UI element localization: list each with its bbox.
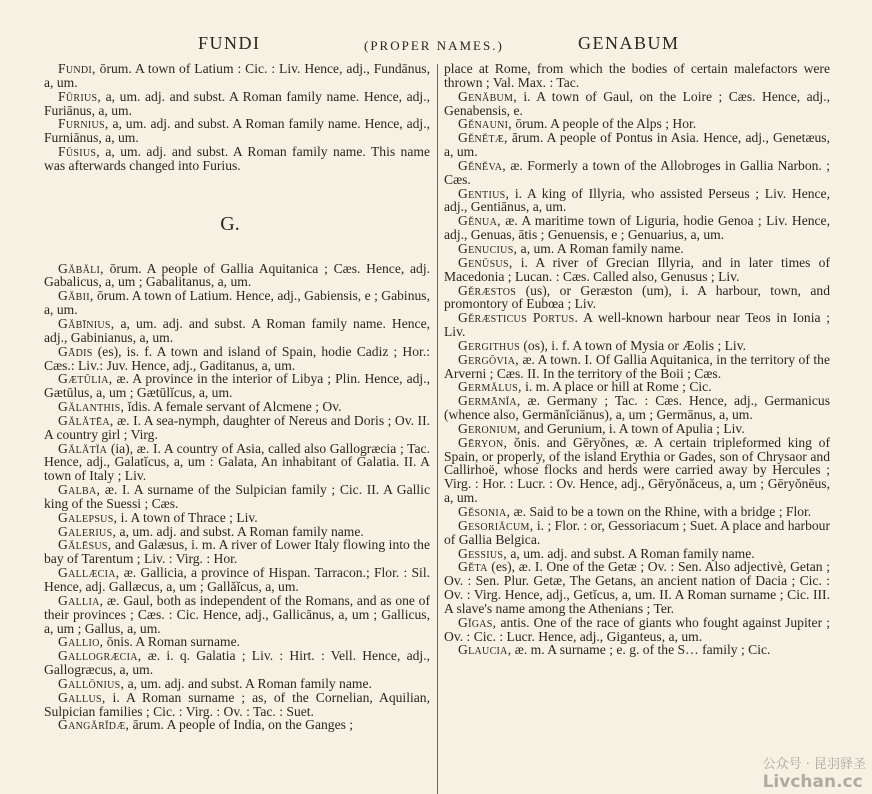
- entry-definition: ōrum. A town of Latium : Cic. : Liv. Hence, adj., Fundānus, a, um.: [44, 62, 430, 90]
- entry-headword: Găbii,: [58, 288, 94, 304]
- entry-definition: (es), æ. I. One of the Getæ ; Ov. : Sen. Also adjectivè, Getan ; Ov. : Sen. Plur. Getæ, The Getans, an ancient nation of Dacia ; Cic. : Ov. : Virg. Hence, adj., Getĭcus, a, um. II. A Roman surname ; Cic. III. A slave's name among the Athenians ; Ter.: [444, 559, 830, 616]
- dictionary-entry: [444, 311, 830, 339]
- entry-definition: æ. A maritime town of Liguria, hodie Genoa ; Liv. Hence, adj., Genuas, ātis ; Genuensis, e ; Genuarius, a, um.: [444, 213, 830, 243]
- entry-definition: A well-known harbour near Teos in Ionia ; Liv.: [444, 310, 830, 340]
- dictionary-entry: [444, 62, 830, 90]
- entry-definition: a, um. adj. and subst. A Roman family name. Hence, adj., Furiānus, a, um.: [44, 88, 430, 118]
- entry-headword: Geronium,: [458, 420, 521, 436]
- entry-definition: ārum. A people of Pontus in Asia. Hence, adj., Genetæus, a, um.: [444, 130, 830, 160]
- dictionary-entry: [44, 511, 430, 525]
- entry-headword: Galepsus,: [58, 509, 118, 525]
- entry-definition: i. A river of Grecian Illyria, and in later times of Macedonia ; Lucan. : Cæs. Called also, Genusus ; Liv.: [444, 254, 830, 284]
- entry-definition: i. A Roman surname ; as, of the Cornelian, Aquilian, Sulpician families ; Cic. : Virg. : Ov. : Tac. : Suet.: [44, 689, 430, 719]
- entry-definition: a, um. adj. and subst. A Roman family name.: [116, 523, 364, 539]
- entry-definition: antis. One of the race of giants who fought against Jupiter ; Ov. : Cic. : Lucr. Hence, adj., Giganteus, a, um.: [444, 614, 830, 644]
- entry-headword: Gĕnua,: [458, 213, 501, 229]
- entry-headword: Germălus,: [458, 379, 522, 395]
- entry-definition: æ. I. A sea-nymph, daughter of Nereus and Doris ; Ov. II. A country girl ; Virg.: [44, 412, 430, 442]
- dictionary-entry: [44, 414, 430, 442]
- entry-definition: i. ; Flor. : or, Gessoriacum ; Suet. A place and harbour of Gallia Belgica.: [444, 517, 830, 547]
- dictionary-entry: [44, 718, 430, 732]
- dictionary-entry: [44, 635, 430, 649]
- entry-definition: ŏnis. and Gēryŏnes, æ. A certain tripleformed king of Spain, or properly, of the island Erythia or Gades, son of Chrysaor and Callirhoë, whose flocks and herds were carried away by Hercules ; Virg. : Hor. : Lucr. : Ov. Hence, adj., Gēryŏnăceus, a, um ; Gēryŏnēus, a, um.: [444, 434, 830, 506]
- dictionary-entry: [444, 284, 830, 312]
- entry-headword: Gĕnauni,: [458, 116, 512, 132]
- entry-headword: Gĕræstos: [458, 282, 517, 298]
- entry-headword: Galba,: [58, 482, 101, 498]
- dictionary-entry: [444, 159, 830, 187]
- dictionary-entry: [44, 677, 430, 691]
- entry-headword: Gādis: [58, 343, 93, 359]
- entry-headword: Gallōnius,: [58, 675, 125, 691]
- entry-headword: Gălēsus,: [58, 537, 112, 553]
- entry-definition: ōnis. A Roman surname.: [103, 634, 240, 650]
- entry-headword: Gēryon,: [458, 434, 508, 450]
- entry-definition: ārum. A people of India, on the Ganges ;: [129, 717, 354, 733]
- running-head-center: (PROPER NAMES.): [364, 38, 504, 53]
- entry-headword: Gentius,: [458, 185, 510, 201]
- right-entries: [444, 62, 830, 657]
- watermark-line1: 公众号 · 昆羽驿圣: [762, 757, 866, 772]
- dictionary-entry: [44, 372, 430, 400]
- dictionary-entry: [444, 422, 830, 436]
- entry-headword: Fundi,: [58, 62, 96, 76]
- dictionary-entry: [444, 394, 830, 422]
- dictionary-entry: [44, 594, 430, 636]
- dictionary-entry: [44, 317, 430, 345]
- entry-headword: Genūsus,: [458, 254, 513, 270]
- column-divider: [437, 64, 438, 794]
- entry-headword: Gætūlia,: [58, 371, 113, 387]
- dictionary-entry: [444, 436, 830, 505]
- entry-headword: Genucius,: [458, 240, 518, 256]
- running-head-left: FUNDI: [198, 33, 261, 53]
- dictionary-entry: [444, 214, 830, 242]
- dictionary-entry: [44, 145, 430, 173]
- entry-headword: Gĕnĕva,: [458, 157, 506, 173]
- dictionary-entry: [44, 649, 430, 677]
- entry-definition: æ. Said to be a town on the Rhine, with a bridge ; Flor.: [510, 504, 812, 519]
- dictionary-entry: [44, 538, 430, 566]
- entry-definition: a, um. A Roman family name.: [517, 240, 684, 256]
- entry-headword: Gălanthis,: [58, 399, 125, 415]
- entry-headword: Galerius,: [58, 523, 117, 539]
- dictionary-entry: [44, 262, 430, 290]
- entry-headword: Gessius,: [458, 545, 507, 561]
- entry-headword: Gălătēa,: [58, 412, 114, 428]
- section-letter-g: G.: [220, 212, 240, 235]
- entry-definition: æ. Gallicia, a province of Hispan. Tarracon.; Flor. : Sil. Hence, adj. Gallæcus, a, um ; Gallăĭcus, a, um.: [44, 565, 430, 594]
- entry-headword: Gergŏvia,: [458, 351, 519, 367]
- entry-headword: Gallogræcia,: [58, 648, 142, 664]
- dictionary-entry: [44, 400, 430, 414]
- entry-definition: a, um. adj. and subst. A Roman family name. Hence, adj., Furniānus, a, um.: [44, 116, 430, 146]
- entry-headword: Gallio,: [58, 634, 104, 650]
- entry-headword: Gallus,: [58, 689, 106, 705]
- entry-headword: Fūrius,: [58, 88, 102, 104]
- page-header: [0, 33, 872, 59]
- entry-definition: æ. i. q. Galatia ; Liv. : Hirt. : Vell. Hence, adj., Gallogræcus, a, um.: [44, 648, 430, 678]
- dictionary-entry: [44, 289, 430, 317]
- dictionary-entry: [444, 187, 830, 215]
- entry-definition: (os), i. f. A town of Mysia or Æolis ; Liv.: [519, 337, 747, 353]
- entry-definition: æ. I. A surname of the Sulpician family ; Cic. II. A Gallic king of the Suessi ; Cæs.: [44, 482, 430, 511]
- dictionary-entry: [444, 339, 830, 353]
- entry-definition: (es), is. f. A town and island of Spain, hodie Cadiz ; Hor.: Cæs.: Liv.: Juv. Hence, adj., Gaditanus, a, um.: [44, 343, 430, 373]
- dictionary-entry: [44, 483, 430, 511]
- left-entries-after: [44, 262, 430, 733]
- dictionary-entry: [444, 353, 830, 381]
- entry-headword: Gĕta: [458, 559, 488, 575]
- dictionary-entry: [44, 345, 430, 373]
- entry-headword: Gangărĭdæ,: [58, 717, 130, 733]
- entry-headword: Germānĭa,: [458, 393, 521, 409]
- entry-headword: Gĭgas,: [458, 614, 497, 630]
- entry-definition: place at Rome, from which the bodies of certain malefactors were thrown ; Val. Max. : Tac.: [444, 62, 830, 90]
- right-column: [444, 62, 830, 794]
- entry-definition: æ. A province in the interior of Libya ; Plin. Hence, adj., Gætūlus, a, um ; Gætūlĭcus, a, um.: [44, 371, 430, 401]
- entry-definition: ōrum. A people of Gallia Aquitanica ; Cæs. Hence, adj. Gabalicus, a, um ; Gabalitanus, a, um.: [44, 260, 430, 290]
- dictionary-entry: [44, 691, 430, 719]
- dictionary-entry: [444, 256, 830, 284]
- dictionary-entry: [444, 242, 830, 256]
- entry-headword: Gergithus: [458, 337, 520, 353]
- entry-definition: a, um. adj. and subst. A Roman family name.: [506, 545, 755, 561]
- dictionary-entry: [444, 131, 830, 159]
- dictionary-entry: [44, 90, 430, 118]
- entry-headword: Găbīnius,: [58, 315, 115, 331]
- entry-definition: and Gerunium, i. A town of Apulia ; Liv.: [520, 420, 745, 436]
- entry-definition: æ. Formerly a town of the Allobroges in Gallia Narbon. ; Cæs.: [444, 157, 830, 187]
- dictionary-entry: [444, 519, 830, 547]
- entry-definition: ōrum. A people of the Alps ; Hor.: [511, 116, 697, 132]
- entry-headword: Fūsius,: [58, 144, 100, 160]
- entry-headword: Gesoriăcum,: [458, 517, 534, 533]
- dictionary-entry: [44, 62, 430, 90]
- entry-definition: a, um. adj. and subst. A Roman family name. Hence, adj., Gabinianus, a, um.: [44, 315, 430, 345]
- entry-definition: (ia), æ. I. A country of Asia, called also Gallogræcia ; Tac. Hence, adj., Galatĭcus, a, um : Galata, An inhabitant of Galatia. II. A town of Italy ; Liv.: [44, 440, 430, 484]
- dictionary-entry: [444, 117, 830, 131]
- left-column: [44, 62, 430, 794]
- dictionary-entry: [444, 90, 830, 118]
- entry-definition: i. A town of Thrace ; Liv.: [117, 509, 258, 525]
- entry-definition: and Galæsus, i. m. A river of Lower Italy flowing into the bay of Tarentum ; Liv. : Virg. : Hor.: [44, 537, 430, 567]
- entry-headword: Gĕsonia,: [458, 504, 511, 519]
- entry-definition: a, um. adj. and subst. A Roman family name.: [124, 675, 372, 691]
- dictionary-entry: [444, 547, 830, 561]
- entry-definition: ĭdis. A female servant of Alcmene ; Ov.: [124, 399, 342, 415]
- dictionary-entry: [44, 525, 430, 539]
- dictionary-entry: [444, 643, 830, 657]
- dictionary-entry: [44, 566, 430, 594]
- entry-headword: Gĕnĕtæ,: [458, 130, 508, 146]
- dictionary-entry: [44, 442, 430, 484]
- entry-definition: æ. Gaul, both as independent of the Romans, and as one of their provinces ; Cæs. : Cic. Hence, adj., Gallicānus, a, um ; Gallicus, a, um ; Gallus, a, um.: [44, 592, 430, 636]
- entry-definition: i. A town of Gaul, on the Loire ; Cæs. Hence, adj., Genabensis, e.: [444, 88, 830, 118]
- entry-headword: Gallæcia,: [58, 565, 120, 581]
- entry-headword: Genăbum,: [458, 88, 517, 104]
- dictionary-entry: [444, 505, 830, 519]
- dictionary-entry: [444, 616, 830, 644]
- dictionary-entry: [444, 560, 830, 615]
- entry-definition: æ. Germany ; Tac. : Cæs. Hence, adj., Germanicus (whence also, Germānĭciānus), a, um ; Germānus, a, um.: [444, 393, 830, 423]
- entry-definition: æ. m. A surname ; e. g. of the S… family ; Cic.: [511, 642, 771, 658]
- dictionary-entry: [444, 380, 830, 394]
- dictionary-entry: [44, 117, 430, 145]
- entry-definition: i. A king of Illyria, who assisted Perseus ; Liv. Hence, adj., Gentiānus, a, um.: [444, 185, 830, 215]
- left-entries-before: [44, 62, 430, 173]
- entry-definition: i. m. A place or hill at Rome ; Cic.: [521, 379, 712, 395]
- running-head-right: GENABUM: [578, 33, 680, 53]
- watermark: [763, 753, 866, 792]
- entry-definition: a, um. adj. and subst. A Roman family name. This name was afterwards changed into Furius.: [44, 144, 430, 173]
- entry-headword: Gallia,: [58, 592, 104, 608]
- entry-headword: Gălătĭa: [58, 440, 108, 456]
- entry-definition: æ. A town. I. Of Gallia Aquitanica, in the territory of the Arverni ; Cæs. II. In the territory of the Boii ; Cæs.: [444, 351, 830, 381]
- entry-headword: Furnius,: [58, 116, 109, 132]
- entry-definition: (us), or Geræston (um), i. A harbour, town, and promontory of Eubœa ; Liv.: [444, 282, 830, 312]
- entry-headword: Gĕræsticus Portus.: [458, 310, 579, 326]
- watermark-line2: Livchan.cc: [762, 772, 863, 792]
- entry-definition: ōrum. A town of Latium. Hence, adj., Gabiensis, e ; Gabinus, a, um.: [44, 288, 430, 318]
- entry-headword: Găbăli,: [58, 260, 104, 276]
- entry-headword: Glaucia,: [458, 642, 512, 658]
